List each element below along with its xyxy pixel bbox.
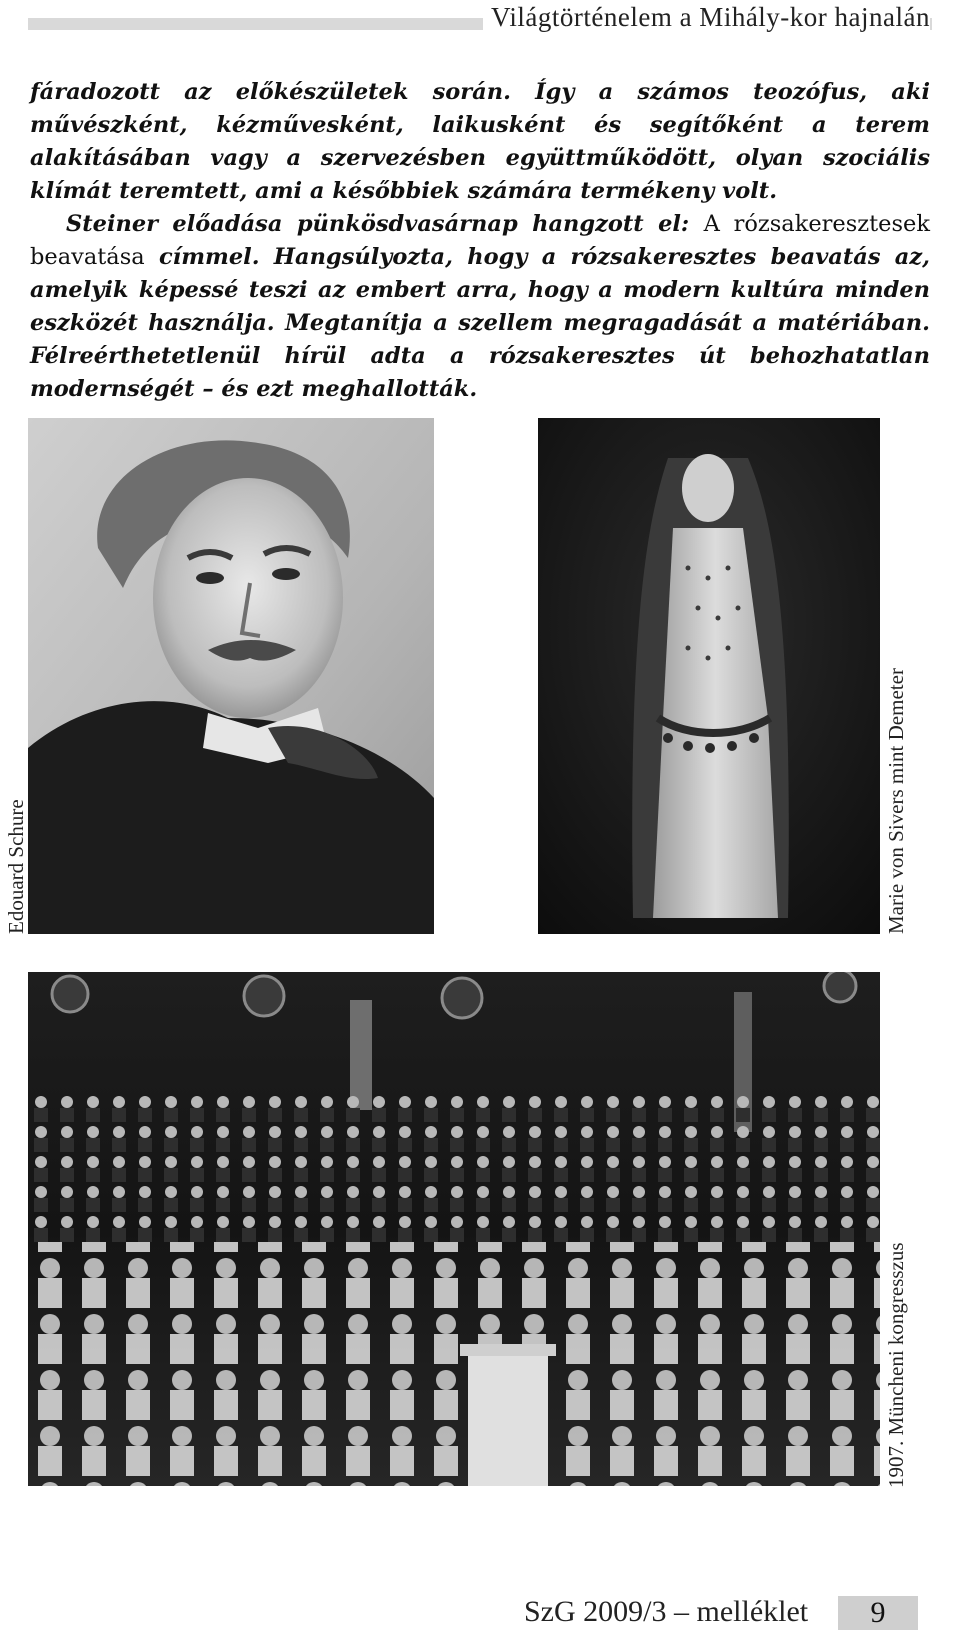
running-header-title: Világtörténelem a Mihály-kor hajnalán <box>483 0 930 34</box>
photo-marie-von-sivers <box>538 418 880 934</box>
photo-edouard-schure <box>28 418 434 934</box>
caption-marie-von-sivers: Marie von Sivers mint Demeter <box>884 668 908 934</box>
article-paragraph-1: fáradozott az előkészületek során. Így a számos teozófus, aki művészként, kézművesként, laikusként és segítőként a terem alakításában vagy a szervezésben együttműködött, olyan szociális klímát teremtett, ami a későbbiek számára termékeny volt. <box>30 79 930 204</box>
figure-illustration <box>538 418 880 934</box>
lecture-title: A rózsakeresztesek beavatása <box>30 211 930 270</box>
article-body <box>30 76 930 406</box>
caption-edouard-schure: Edouard Schure <box>4 799 28 934</box>
portrait-illustration <box>28 418 434 934</box>
paragraph-2-lead: Steiner előadása pünkösdvasárnap hangzott el: <box>66 211 690 237</box>
photo-munich-congress <box>28 972 880 1486</box>
caption-munich-congress: 1907. Müncheni kongresszus <box>884 1242 908 1488</box>
page-number: 9 <box>838 1596 918 1630</box>
crowd-illustration <box>28 972 880 1486</box>
publication-footer: SzG 2009/3 – melléklet <box>524 1595 809 1628</box>
article-paragraph-2 <box>30 208 930 406</box>
paragraph-2-rest: címmel. Hangsúlyozta, hogy a rózsakeresztes beavatás az, amelyik képessé teszi az embert arra, hogy a modern kultúra minden eszközét használja. Megtanítja a szellem megragadását a matériában. Félreérthetetlenül hírül adta a rózsakeresztes út behozhatatlan modernségét – és ezt meghallották. <box>30 244 930 402</box>
